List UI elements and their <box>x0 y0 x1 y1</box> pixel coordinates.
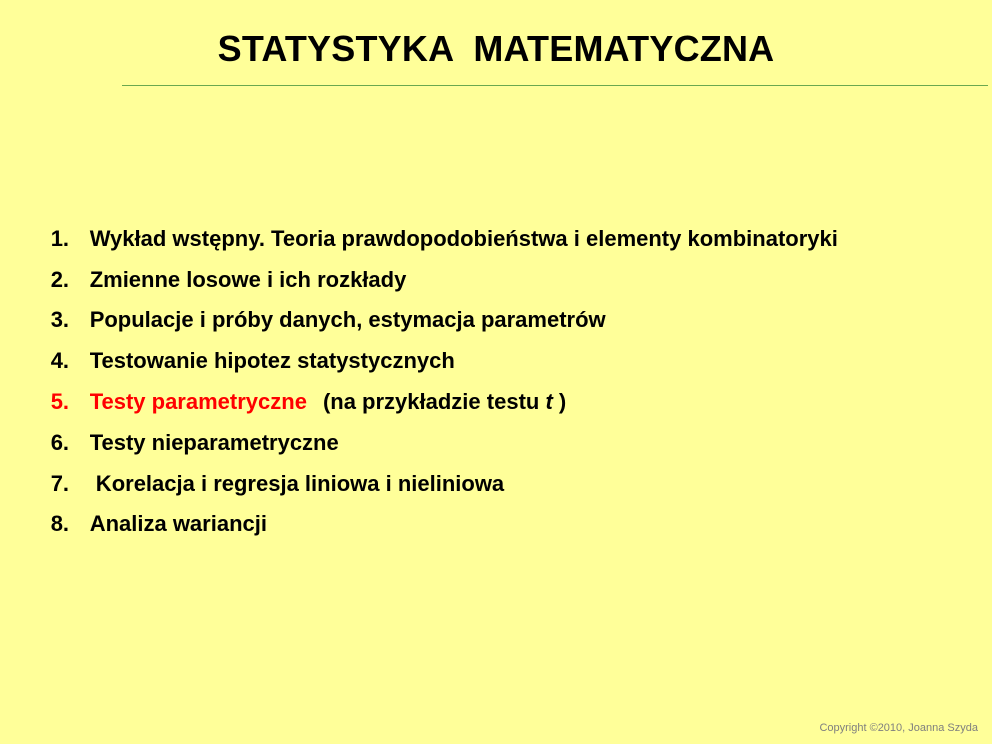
item-number: 7. <box>50 470 70 496</box>
item-number: 2. <box>50 266 70 292</box>
item-suffix-end: ) <box>552 388 567 414</box>
item-number: 3. <box>50 307 70 333</box>
title-divider <box>122 85 988 86</box>
item-text: Testowanie hipotez statystycznych <box>89 348 455 374</box>
agenda-list <box>14 178 838 537</box>
item-text: Korelacja i regresja liniowa i nieliniowa <box>89 470 505 496</box>
item-number: 8. <box>50 511 70 537</box>
item-number: 4. <box>50 348 70 374</box>
item-number: 5. <box>50 388 70 414</box>
item-text: Zmienne losowe i ich rozkłady <box>89 266 407 292</box>
item-number: 6. <box>50 429 70 455</box>
item-suffix: (na przykładzie testu <box>322 388 546 414</box>
slide-title: STATYSTYKA MATEMATYCZNA <box>217 28 775 69</box>
item-text: Wykład wstępny. Teoria prawdopodobieństwa i elementy kombinatoryki <box>89 225 838 251</box>
item-text: Testy nieparametryczne <box>89 429 339 455</box>
item-text: Populacje i próby danych, estymacja parametrów <box>89 307 606 333</box>
item-text-highlighted: Testy parametryczne <box>89 388 307 414</box>
item-text: Analiza wariancji <box>89 511 267 537</box>
copyright-notice: Copyright ©2010, Joanna Szyda <box>819 722 978 734</box>
item-suffix-italic: t <box>545 388 553 414</box>
agenda-item <box>14 178 838 251</box>
item-number: 1. <box>50 225 70 251</box>
